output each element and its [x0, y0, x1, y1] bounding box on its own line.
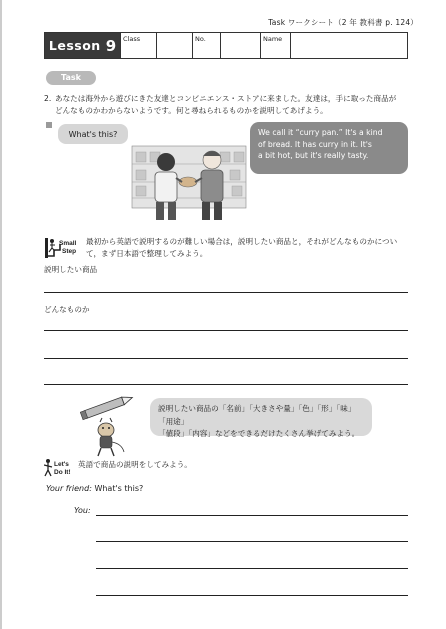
name-label: Name	[263, 35, 283, 43]
small-step-icon-line-2: Step	[62, 248, 77, 255]
lets-do-icon-line-2: Do It!	[54, 469, 71, 476]
class-input-cell[interactable]	[156, 33, 192, 58]
name-label-cell	[260, 33, 290, 58]
lesson-word: Lesson	[48, 38, 101, 53]
no-label: No.	[195, 35, 206, 43]
friend-line	[46, 484, 143, 493]
you-answer-line-3[interactable]	[96, 568, 408, 569]
lesson-header-box	[44, 32, 408, 59]
small-step-icon-line-1: Small	[59, 240, 77, 247]
lesson-number: 9	[105, 36, 117, 55]
pencil-character-icon	[80, 392, 140, 458]
what-answer-line-2[interactable]	[44, 358, 408, 359]
what-label: どんなものか	[44, 305, 90, 314]
textbook-reference: Task ワークシート（2 年 教科書 p. 124）	[268, 18, 418, 27]
task-pill: Task	[46, 71, 96, 85]
small-step-line-2: て，まず日本語で整理してみよう。	[86, 249, 208, 258]
you-label-wrap	[74, 506, 91, 515]
name-input-cell[interactable]	[290, 33, 407, 58]
explanation-bubble	[250, 122, 408, 174]
friend-question-text: What's this?	[68, 129, 118, 139]
answer-line-2: of bread. It has curry in it. It's	[258, 139, 372, 149]
what-answer-line-1[interactable]	[44, 330, 408, 331]
task-question	[44, 93, 414, 117]
task-line-1: あなたは海外から遊びにきた友達とコンビニエンス・ストアに来ました。友達は，手に取った商品が	[55, 94, 397, 103]
answer-line-1: We call it “curry pan.” It's a kind	[258, 128, 383, 137]
friend-text: What's this?	[94, 484, 144, 493]
product-answer-line[interactable]	[44, 292, 408, 293]
you-answer-line-1[interactable]	[96, 515, 408, 516]
lets-do-icon-line-1: Let's	[54, 461, 69, 468]
lets-do-it-icon	[44, 458, 74, 478]
lets-do-instruction: 英語で商品の説明をしてみよう。	[78, 460, 192, 469]
bullet-square-icon	[46, 122, 52, 128]
no-input-cell[interactable]	[220, 33, 260, 58]
no-label-cell	[192, 33, 220, 58]
lesson-badge	[45, 33, 120, 58]
what-answer-line-3[interactable]	[44, 384, 408, 385]
task-number: 2.	[44, 94, 52, 103]
small-step-line-1: 最初から英語で説明するのが難しい場合は，説明したい商品と，それがどんなものかについ	[86, 237, 398, 246]
hint-bubble	[150, 398, 372, 436]
product-label: 説明したい商品	[44, 265, 98, 274]
hint-line-1: 説明したい商品の「名前」「大きさや量」「色」「形」「味」「用途」	[158, 404, 356, 426]
small-step-instructions	[86, 236, 412, 260]
hint-line-2: 「値段」「内容」などをできるだけたくさん挙げてみよう。	[158, 429, 360, 438]
class-label: Class	[123, 35, 141, 43]
friend-label: Your friend:	[46, 484, 92, 493]
friend-question-bubble	[58, 124, 128, 144]
you-label: You:	[74, 506, 91, 515]
convenience-store-illustration	[130, 128, 248, 224]
you-answer-line-4[interactable]	[96, 595, 408, 596]
you-answer-line-2[interactable]	[96, 541, 408, 542]
task-line-2: どんなものかわからないようです。何と尋ねられるものかを説明してあげよう。	[55, 106, 328, 115]
small-step-icon	[44, 236, 84, 260]
answer-line-3: a bit hot, but it's really tasty.	[258, 151, 369, 160]
class-label-cell	[120, 33, 156, 58]
